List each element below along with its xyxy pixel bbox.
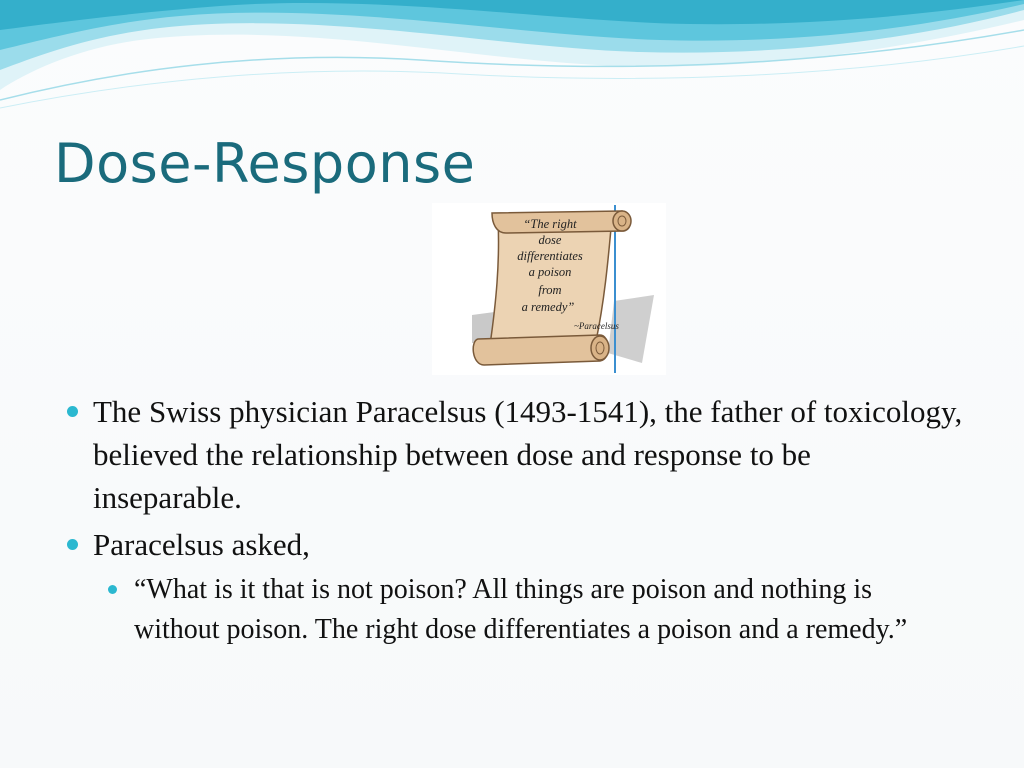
- scroll-attribution: ~Paracelsus: [574, 321, 619, 331]
- scroll-quote-line: dose: [538, 233, 562, 247]
- header-wave-decoration: [0, 0, 1024, 120]
- bullet-dot-icon: [67, 539, 78, 550]
- scroll-quote-line: a remedy”: [521, 300, 575, 314]
- sub-bullet-dot-icon: [108, 585, 117, 594]
- bullet-text: The Swiss physician Paracelsus (1493-1541), the father of toxicology, believed the relationship between dose and response to be inseparable.: [93, 394, 963, 515]
- bullet-item: [66, 390, 966, 519]
- bullet-item: [66, 523, 966, 566]
- sub-bullet-text: “What is it that is not poison? All things are poison and nothing is without poison. The right dose differentiates a poison and a remedy.”: [134, 574, 908, 645]
- slide-title: Dose-Response: [54, 132, 476, 195]
- bullet-list: [66, 390, 966, 650]
- scroll-quote-line: a poison: [528, 265, 572, 279]
- bullet-text: Paracelsus asked,: [93, 527, 310, 562]
- paracelsus-scroll-image: [432, 203, 666, 375]
- bullet-dot-icon: [67, 406, 78, 417]
- scroll-quote-line: from: [538, 283, 562, 297]
- scroll-quote-line: “The right: [523, 217, 577, 231]
- sub-bullet-item: [66, 570, 946, 650]
- scroll-quote-line: differentiates: [517, 249, 583, 263]
